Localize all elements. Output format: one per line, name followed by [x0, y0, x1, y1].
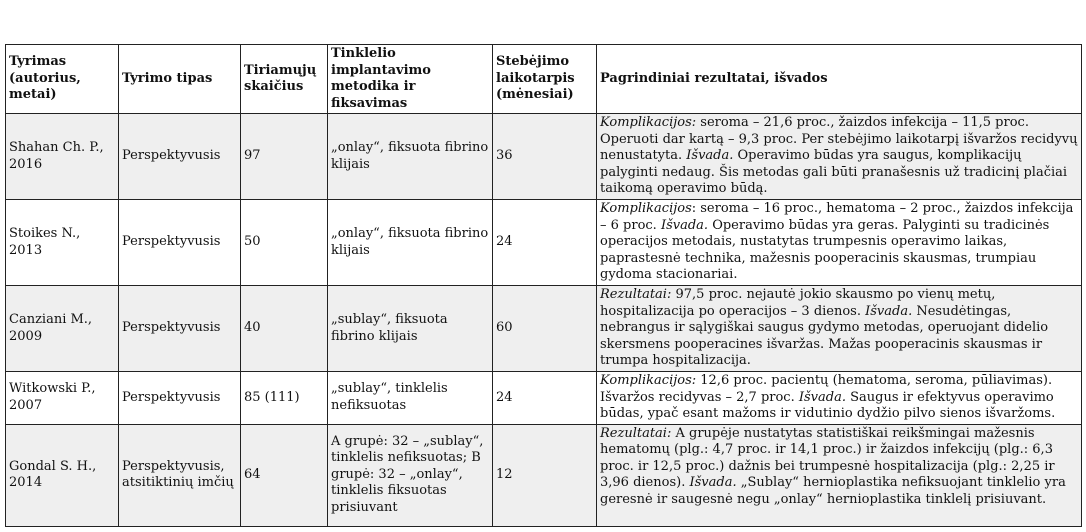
conclusion-label: Išvada.: [865, 303, 913, 319]
conclusion-text: Operavimo būdas yra geras. Palyginti su tradicinės operacijos metodais, nustatytas trumpesnis operavimo laikas, paprastesnė technika, mažesnis pooperacinis skausmas, trumpiau gydoma stacionariai.: [600, 217, 1050, 282]
cell-followup: 24: [493, 200, 597, 286]
header-results: Pagrindiniai rezultatai, išvados: [597, 45, 1082, 114]
table-row: [6, 114, 1082, 200]
results-label: Komplikacijos:: [600, 115, 697, 130]
cell-results: [597, 424, 1082, 526]
results-label: Rezultatai:: [600, 425, 672, 441]
cell-method: „onlay“, fiksuota fibrino klijais: [328, 200, 493, 286]
results-label: Komplikacijos: [600, 201, 692, 216]
table-row: [6, 200, 1082, 286]
cell-type: Perspektyvusis, atsitiktinių imčių: [119, 424, 241, 526]
header-count: Tiriamųjų skaičius: [241, 45, 328, 114]
results-text: : seroma – 16 proc., hematoma – 2 proc., žaizdos infekcija – 6 proc.: [600, 201, 1074, 233]
cell-followup: 24: [493, 372, 597, 425]
cell-type: Perspektyvusis: [119, 114, 241, 200]
conclusion-label: Išvada.: [660, 217, 709, 233]
table-row: [6, 286, 1082, 372]
header-row: [6, 45, 1082, 114]
conclusion-text: Operavimo būdas yra saugus, komplikacijų palyginti nedaug. Šis metodas gali būti pranašesnis už tradicinį plačiai taikomą operavimo būdą.: [600, 148, 1068, 196]
cell-followup: 36: [493, 114, 597, 200]
conclusion-text: Saugus ir efektyvus operavimo būdas, ypač esant mažoms ir vidutinio dydžio pilvo sienos išvaržoms.: [600, 389, 1056, 421]
table-row: [6, 372, 1082, 425]
cell-results: [597, 372, 1082, 425]
cell-results: [597, 286, 1082, 372]
results-text: 97,5 proc. nejautė jokio skausmo po vienų metų, hospitalizacija po operacijos – 3 dienos.: [600, 287, 996, 319]
cell-study: Stoikes N., 2013: [6, 200, 119, 286]
header-study: Tyrimas (autorius, metai): [6, 45, 119, 114]
cell-count: 97: [241, 114, 328, 200]
cell-count: 64: [241, 424, 328, 526]
cell-count: 40: [241, 286, 328, 372]
cell-study: Witkowski P., 2007: [6, 372, 119, 425]
conclusion-text: „Sublay“ hernioplastika nefiksuojant tinklelio yra geresnė ir saugesnė negu „onlay“ hernioplastika tinklelį prisiuvant.: [600, 475, 1066, 507]
cell-method: „sublay“, fiksuota fibrino klijais: [328, 286, 493, 372]
conclusion-label: Išvada.: [689, 475, 737, 490]
results-text: seroma – 21,6 proc., žaizdos infekcija – 11,5 proc. Operuoti dar kartą – 9,3 proc. Per stebėjimo laikotarpį išvaržos recidyvų nenustatyta.: [600, 115, 1078, 163]
table-row: [6, 424, 1082, 526]
results-text: 12,6 proc. pacientų (hematoma, seroma, pūliavimas). Išvaržos recidyvas – 2,7 proc.: [600, 373, 1053, 405]
cell-type: Perspektyvusis: [119, 286, 241, 372]
cell-type: Perspektyvusis: [119, 372, 241, 425]
cell-method: A grupė: 32 – „sublay“, tinklelis nefiksuotas; B grupė: 32 – „onlay“, tinklelis fiksuotas prisiuvant: [328, 424, 493, 526]
cell-followup: 60: [493, 286, 597, 372]
header-type: Tyrimo tipas: [119, 45, 241, 114]
cell-count: 85 (111): [241, 372, 328, 425]
cell-results: [597, 114, 1082, 200]
cell-method: „sublay“, tinklelis nefiksuotas: [328, 372, 493, 425]
cell-method: „onlay“, fiksuota fibrino klijais: [328, 114, 493, 200]
conclusion-text: Nesudėtingas, nebrangus ir sąlygiškai saugus gydymo metodas, operuojant didelio skersmens pooperacines išvaržas. Mažas pooperacinis skausmas ir trumpa hospitalizacija.: [600, 303, 1049, 368]
results-text: A grupėje nustatytas statistiškai reikšmingai mažesnis hematomų (plg.: 4,7 proc. ir 14,1 proc.) ir žaizdos infekcijų (plg.: 6,3 proc. ir 12,5 proc.) dažnis bei trumpesnė hospitalizacija (plg.: 2,25 ir 3,96 dienos).: [600, 425, 1055, 490]
conclusion-label: Išvada.: [686, 148, 734, 163]
header-followup: Stebėjimo laikotarpis (mėnesiai): [493, 45, 597, 114]
cell-study: Canziani M., 2009: [6, 286, 119, 372]
cell-count: 50: [241, 200, 328, 286]
conclusion-label: Išvada.: [798, 389, 846, 405]
studies-table: [5, 44, 1082, 527]
cell-study: Gondal S. H., 2014: [6, 424, 119, 526]
cell-study: Shahan Ch. P., 2016: [6, 114, 119, 200]
cell-results: [597, 200, 1082, 286]
header-method: Tinklelio implantavimo metodika ir fiksavimas: [328, 45, 493, 114]
results-label: Komplikacijos:: [600, 373, 697, 388]
results-label: Rezultatai:: [600, 287, 672, 302]
cell-followup: 12: [493, 424, 597, 526]
cell-type: Perspektyvusis: [119, 200, 241, 286]
